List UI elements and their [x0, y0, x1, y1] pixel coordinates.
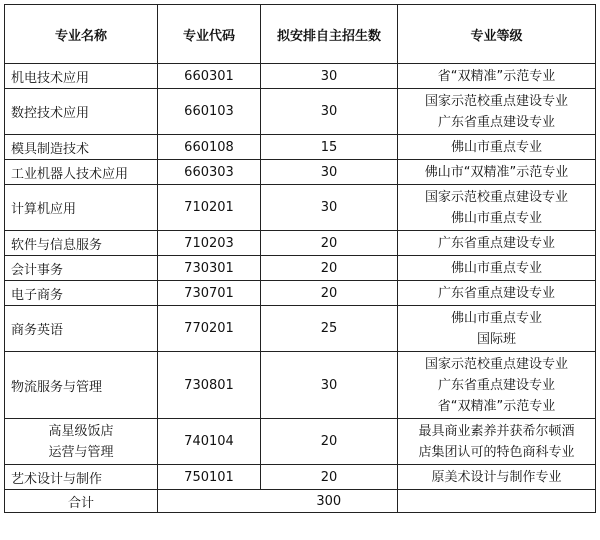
major-level: 国际班: [476, 331, 516, 347]
major-name-cell: [5, 281, 158, 306]
major-level-cell: [398, 135, 596, 160]
table-row: [5, 256, 596, 281]
major-name: 高星级饭店: [48, 423, 114, 439]
table-row: [5, 231, 596, 256]
major-code: 710203: [158, 231, 261, 256]
major-level: 最具商业素养并获希尔顿酒: [418, 423, 575, 439]
enrollment-quota: 20: [261, 281, 398, 306]
header-quota: 拟安排自主招生数: [261, 5, 398, 64]
table-row: [5, 64, 596, 89]
major-level: 国家示范校重点建设专业: [424, 189, 568, 205]
major-name-cell: [5, 185, 158, 231]
major-name: 计算机应用: [11, 202, 77, 217]
major-name: 物流服务与管理: [11, 379, 103, 395]
major-name: 工业机器人技术应用: [11, 166, 129, 182]
enrollment-quota: 25: [261, 306, 398, 352]
major-code: 660303: [158, 160, 261, 185]
major-level: 省“双精准”示范专业: [437, 68, 556, 84]
major-name-cell: [5, 465, 158, 490]
major-level-cell: [398, 419, 596, 465]
major-level: 省“双精准”示范专业: [437, 398, 556, 414]
table-row: [5, 465, 596, 490]
table-row: [5, 281, 596, 306]
major-level-cell: [398, 281, 596, 306]
major-code: 660301: [158, 64, 261, 89]
major-level-cell: [398, 352, 596, 419]
major-level-cell: [398, 465, 596, 490]
total-row: [5, 490, 596, 513]
table-row: [5, 352, 596, 419]
major-code: 730801: [158, 352, 261, 419]
major-name: 运营与管理: [48, 444, 114, 460]
major-level: 广东省重点建设专业: [437, 114, 555, 130]
major-name: 数控技术应用: [11, 106, 90, 121]
enrollment-quota: 20: [261, 419, 398, 465]
major-level: 广东省重点建设专业: [437, 235, 555, 251]
enrollment-quota: 30: [261, 185, 398, 231]
major-level-cell: [398, 185, 596, 231]
table-row: [5, 306, 596, 352]
major-name-cell: [5, 160, 158, 185]
major-level-cell: [398, 64, 596, 89]
major-level: 原美术设计与制作专业: [431, 469, 562, 485]
major-level: 佛山市重点专业: [450, 139, 542, 155]
major-name-cell: [5, 256, 158, 281]
header-major-code: 专业代码: [158, 5, 261, 64]
major-level: 广东省重点建设专业: [437, 377, 555, 393]
major-name-cell: [5, 306, 158, 352]
major-level: 国家示范校重点建设专业: [424, 356, 568, 372]
major-name: 机电技术应用: [11, 70, 90, 86]
enrollment-quota: 20: [261, 231, 398, 256]
enrollment-quota: 20: [261, 256, 398, 281]
major-level-cell: [398, 231, 596, 256]
major-name: 模具制造技术: [11, 141, 90, 157]
major-level: 佛山市重点专业: [450, 210, 542, 226]
enrollment-quota: 30: [261, 89, 398, 135]
enrollment-quota: 30: [261, 352, 398, 419]
table-row: [5, 160, 596, 185]
major-level: 佛山市重点专业: [450, 260, 542, 276]
major-level: 佛山市重点专业: [450, 310, 542, 326]
enrollment-quota: 30: [261, 64, 398, 89]
total-label: 合计: [5, 490, 158, 513]
table-row: [5, 419, 596, 465]
major-name: 艺术设计与制作: [11, 471, 103, 487]
enrollment-quota: 15: [261, 135, 398, 160]
table-row: [5, 135, 596, 160]
total-value: 300: [261, 490, 398, 513]
major-name-cell: [5, 64, 158, 89]
enrollment-table: [4, 4, 596, 513]
major-level: 佛山市“双精准”示范专业: [424, 164, 569, 180]
header-major-level: 专业等级: [398, 5, 596, 64]
major-level-cell: [398, 256, 596, 281]
major-name: 会计事务: [11, 262, 64, 278]
major-code: 710201: [158, 185, 261, 231]
enrollment-quota: 20: [261, 465, 398, 490]
header-major-name: 专业名称: [5, 5, 158, 64]
major-name-cell: [5, 352, 158, 419]
major-level: 国家示范校重点建设专业: [424, 93, 568, 109]
major-level-cell: [398, 306, 596, 352]
table-row: [5, 89, 596, 135]
major-code: 740104: [158, 419, 261, 465]
major-level: 店集团认可的特色商科专业: [418, 444, 575, 460]
enrollment-quota: 30: [261, 160, 398, 185]
major-code: 660108: [158, 135, 261, 160]
major-name-cell: [5, 89, 158, 135]
major-level: 广东省重点建设专业: [437, 285, 555, 301]
major-name: 商务英语: [11, 323, 64, 338]
major-code: 730701: [158, 281, 261, 306]
major-code: 770201: [158, 306, 261, 352]
major-name-cell: [5, 231, 158, 256]
major-code: 660103: [158, 89, 261, 135]
major-level-cell: [398, 89, 596, 135]
table-row: [5, 185, 596, 231]
major-code: 750101: [158, 465, 261, 490]
major-name: 电子商务: [11, 287, 64, 303]
total-empty-cell: [158, 490, 261, 513]
major-code: 730301: [158, 256, 261, 281]
major-name-cell: [5, 135, 158, 160]
major-name-cell: [5, 419, 158, 465]
major-name: 软件与信息服务: [11, 237, 103, 253]
major-level-cell: [398, 160, 596, 185]
total-empty-level: [398, 490, 596, 513]
table-header-row: [5, 5, 596, 64]
